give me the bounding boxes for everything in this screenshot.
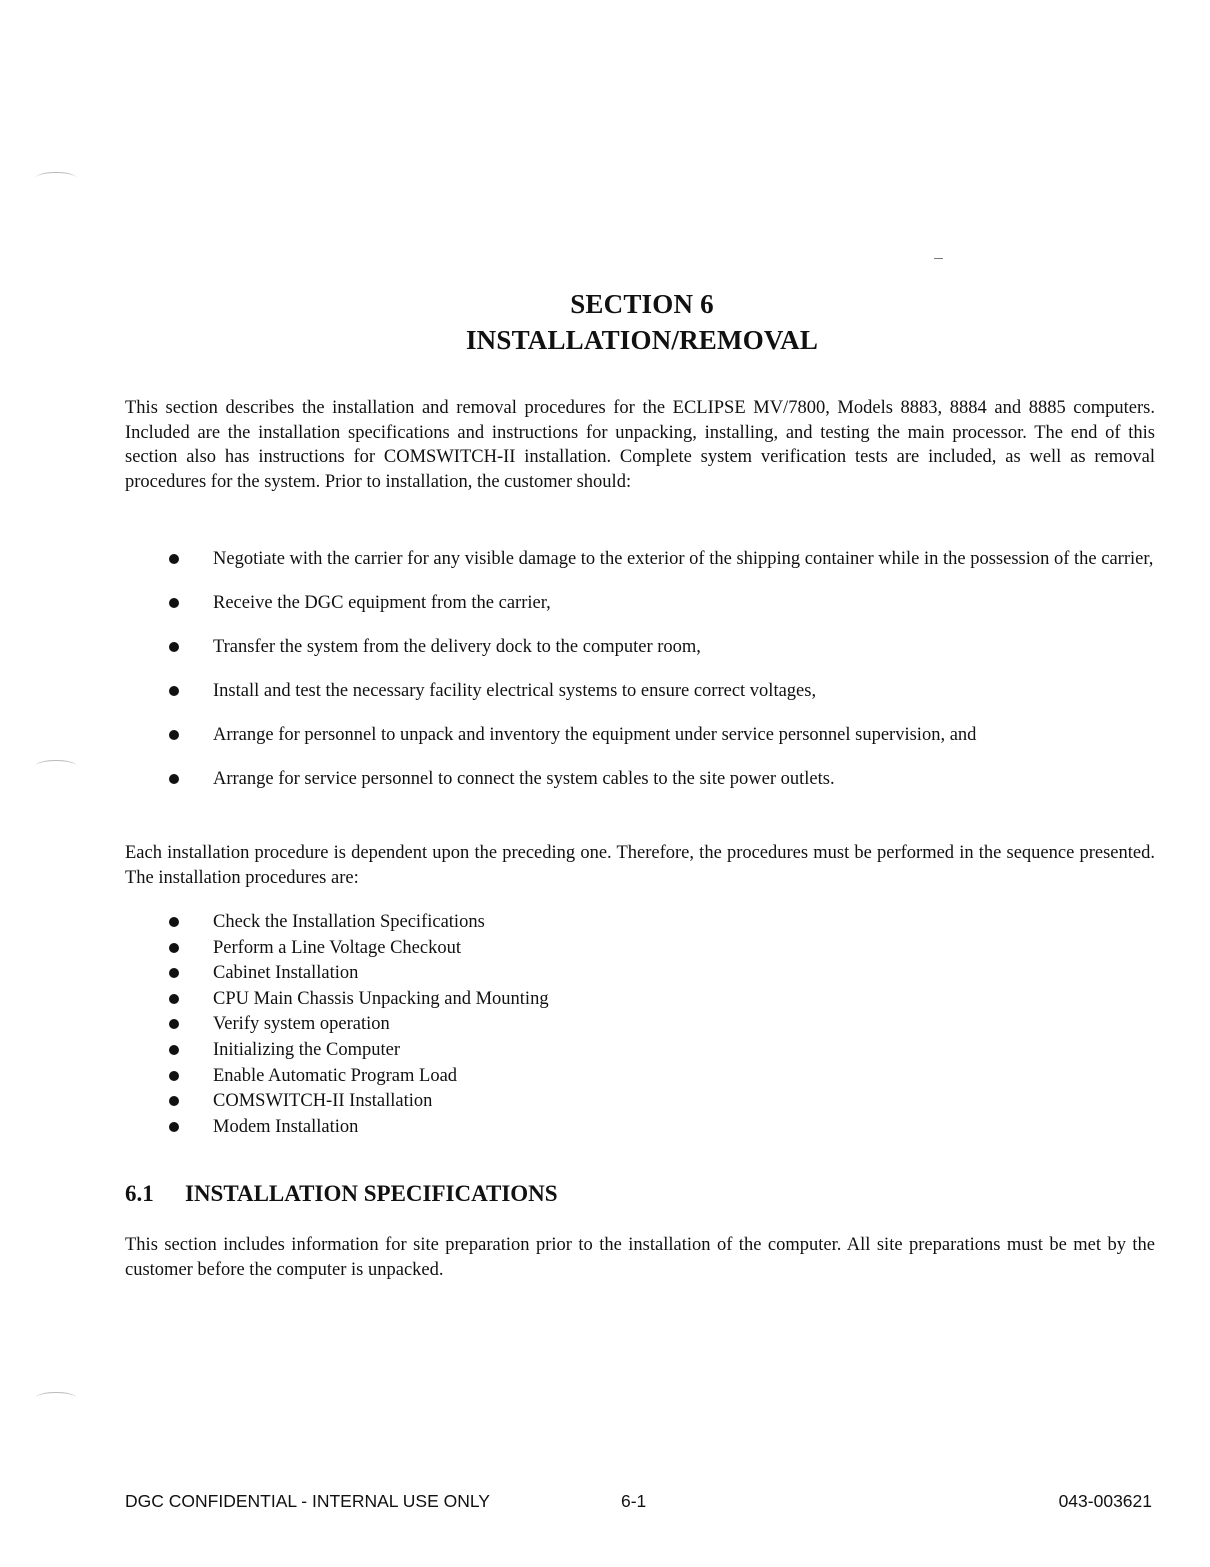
bullet-icon — [169, 968, 179, 978]
list-item — [125, 767, 1155, 791]
bullet-icon — [169, 642, 179, 652]
section-number: SECTION 6 — [570, 289, 714, 319]
sequence-paragraph: Each installation procedure is dependent upon the preceding one. Therefore, the procedures must be performed in the sequence presented. The installation procedures are: — [125, 843, 1155, 888]
list-item — [125, 591, 1155, 615]
bullet-icon — [169, 730, 179, 740]
list-item-text: Install and test the necessary facility electrical systems to ensure correct voltages, — [213, 681, 817, 701]
scan-artifact — [36, 172, 76, 183]
bullet-icon — [169, 1122, 179, 1132]
bullet-icon — [169, 943, 179, 953]
list-item — [125, 547, 1155, 571]
list-item — [125, 1038, 1155, 1062]
bullet-icon — [169, 774, 179, 784]
bullet-icon — [169, 1019, 179, 1029]
bullet-icon — [169, 686, 179, 696]
bullet-icon — [169, 994, 179, 1004]
list-item — [125, 1012, 1155, 1036]
list-item-text: Arrange for personnel to unpack and inventory the equipment under service personnel supervision, and — [213, 725, 977, 745]
bullet-icon — [169, 1071, 179, 1081]
list-item-text: Check the Installation Specifications — [213, 912, 485, 932]
footer-doc-number: 043-003621 — [1058, 1491, 1152, 1511]
list-item-text: Arrange for service personnel to connect the system cables to the site power outlets. — [213, 769, 835, 789]
scan-artifact — [36, 760, 76, 771]
list-item — [125, 961, 1155, 985]
section-name: INSTALLATION/REMOVAL — [465, 325, 819, 355]
footer-page-number: 6-1 — [621, 1491, 647, 1511]
list-item-text: Cabinet Installation — [213, 963, 359, 984]
bullet-icon — [169, 598, 179, 608]
list-item — [125, 987, 1155, 1011]
subsection-number: 6.1 — [125, 1181, 154, 1206]
list-item — [125, 1115, 1155, 1139]
list-item-text: Verify system operation — [213, 1014, 390, 1035]
list-item-text: Transfer the system from the delivery dock to the computer room, — [213, 637, 701, 657]
list-item-text: Receive the DGC equipment from the carrier, — [213, 593, 551, 613]
list-item — [125, 679, 1155, 703]
bullet-icon — [169, 1045, 179, 1055]
subsection-paragraph: This section includes information for site preparation prior to the installation of the computer. All site preparations must be met by the customer before the computer is unpacked. — [125, 1235, 1155, 1280]
list-item-text: Initializing the Computer — [213, 1039, 401, 1060]
subsection-title: INSTALLATION SPECIFICATIONS — [185, 1181, 558, 1206]
scan-artifact — [36, 1392, 76, 1403]
list-item-text: COMSWITCH-II Installation — [213, 1091, 433, 1112]
bullet-icon — [169, 917, 179, 927]
list-item — [125, 910, 1155, 934]
intro-paragraph: This section describes the installation and removal procedures for the ECLIPSE MV/7800, Models 8883, 8884 and 8885 computers. Included are the installation specifications and instructions for unpacking, installing, and testing the main processor. The end of this section also has instructions for COMSWITCH-II installation. Complete system verification tests are included, as well as removal procedures for the system. Prior to installation, the customer should: — [125, 398, 1155, 492]
list-item — [125, 723, 1155, 747]
list-item-text: Enable Automatic Program Load — [213, 1065, 458, 1086]
list-item-text: Perform a Line Voltage Checkout — [213, 937, 461, 958]
procedure-list — [125, 910, 1155, 1140]
list-item — [125, 635, 1155, 659]
list-item-text: CPU Main Chassis Unpacking and Mounting — [213, 988, 549, 1009]
list-item — [125, 1089, 1155, 1113]
list-item-text: Negotiate with the carrier for any visible damage to the exterior of the shipping container while in the possession of the carrier, — [213, 549, 1154, 569]
scan-artifact — [934, 258, 943, 259]
list-item-text: Modem Installation — [213, 1116, 359, 1137]
footer-confidential: DGC CONFIDENTIAL - INTERNAL USE ONLY — [125, 1491, 490, 1511]
bullet-icon — [169, 1096, 179, 1106]
list-item — [125, 1064, 1155, 1088]
subsection-heading — [125, 1179, 558, 1209]
section-title — [0, 286, 1210, 358]
list-item — [125, 936, 1155, 960]
bullet-icon — [169, 554, 179, 564]
customer-task-list — [125, 547, 1155, 811]
